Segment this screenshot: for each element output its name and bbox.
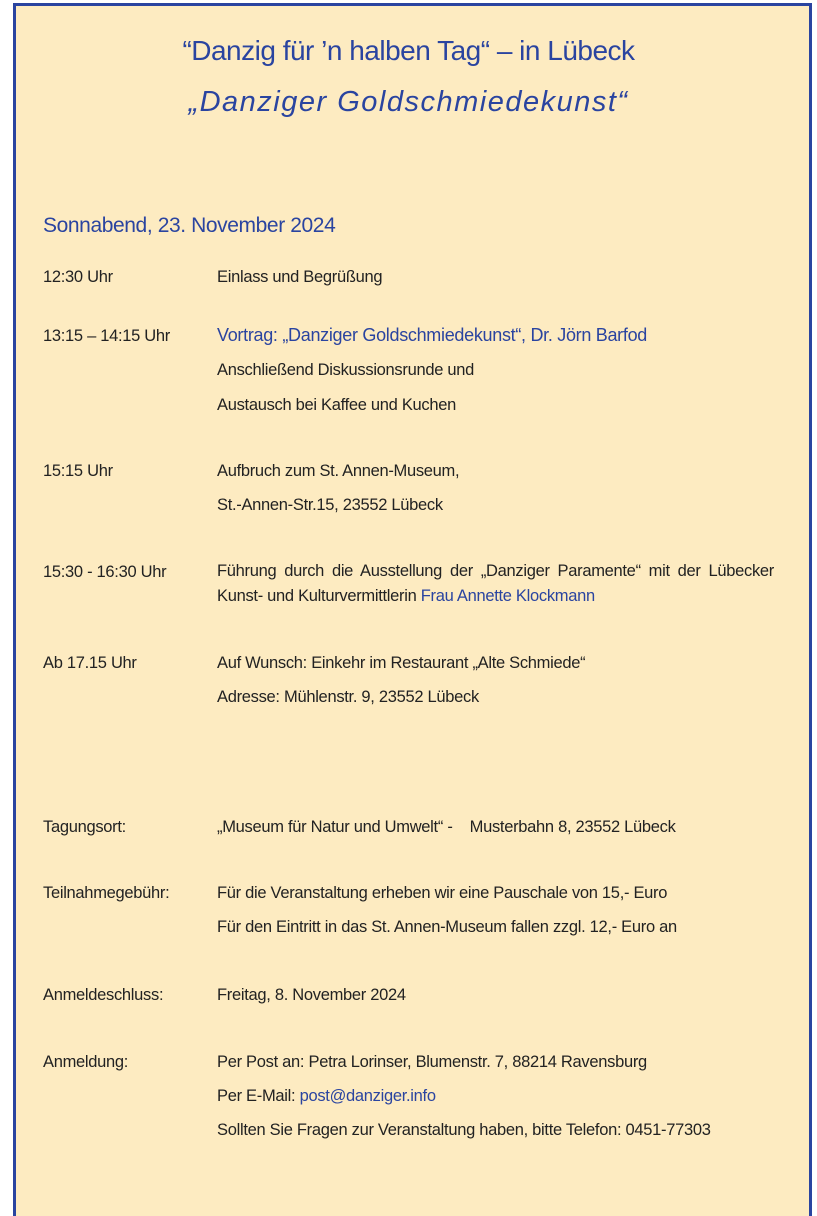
schedule-time: 15:30 - 16:30 Uhr: [43, 563, 167, 581]
tour-text: Führung durch die Ausstellung der „Danziger Paramente“ mit der Lübecker Kunst- und Kulturvermittlerin: [217, 562, 774, 605]
registration-phone: Sollten Sie Fragen zur Veranstaltung haben, bitte Telefon: 0451-77303: [217, 1121, 711, 1139]
email-prefix: Per E-Mail:: [217, 1087, 300, 1105]
page-title: “Danzig für ’n halben Tag“ – in Lübeck: [182, 35, 635, 66]
fee-line: Für den Eintritt in das St. Annen-Museum fallen zzgl. 12,- Euro an: [217, 918, 677, 936]
schedule-item: Aufbruch zum St. Annen-Museum,: [217, 462, 460, 480]
event-date: Sonnabend, 23. November 2024: [43, 214, 336, 237]
fee-line: Für die Veranstaltung erheben wir eine Pauschale von 15,- Euro: [217, 884, 668, 902]
schedule-item: [217, 559, 774, 609]
schedule-item: Auf Wunsch: Einkehr im Restaurant „Alte Schmiede“: [217, 654, 586, 672]
guide-name: Frau Annette Klockmann: [420, 587, 595, 605]
deadline-value: Freitag, 8. November 2024: [217, 986, 406, 1004]
schedule-time: 12:30 Uhr: [43, 268, 113, 286]
schedule-time: 15:15 Uhr: [43, 462, 113, 480]
venue-label: Tagungsort:: [43, 818, 126, 836]
flyer-sheet: [13, 3, 812, 1216]
registration-post: Per Post an: Petra Lorinser, Blumenstr. 7, 88214 Ravensburg: [217, 1053, 647, 1071]
schedule-item: Anschließend Diskussionsrunde und: [217, 361, 475, 379]
email-link[interactable]: post@danziger.info: [299, 1087, 436, 1105]
lecture-title: Vortrag: „Danziger Goldschmiedekunst“, Dr. Jörn Barfod: [217, 325, 647, 345]
schedule-item: Adresse: Mühlenstr. 9, 23552 Lübeck: [217, 688, 479, 706]
deadline-label: Anmeldeschluss:: [43, 986, 164, 1004]
schedule-item: Einlass und Begrüßung: [217, 268, 383, 286]
schedule-item: Austausch bei Kaffee und Kuchen: [217, 396, 456, 414]
fee-label: Teilnahmegebühr:: [43, 884, 170, 902]
page-subtitle: „Danziger Goldschmiedekunst“: [188, 86, 629, 118]
registration-email-line: [217, 1085, 436, 1107]
registration-label: Anmeldung:: [43, 1053, 129, 1071]
venue-value: „Museum für Natur und Umwelt“ - Musterbahn 8, 23552 Lübeck: [217, 818, 676, 836]
schedule-item: St.-Annen-Str.15, 23552 Lübeck: [217, 496, 443, 514]
schedule-time: Ab 17.15 Uhr: [43, 654, 137, 672]
schedule-time: 13:15 – 14:15 Uhr: [43, 327, 170, 345]
